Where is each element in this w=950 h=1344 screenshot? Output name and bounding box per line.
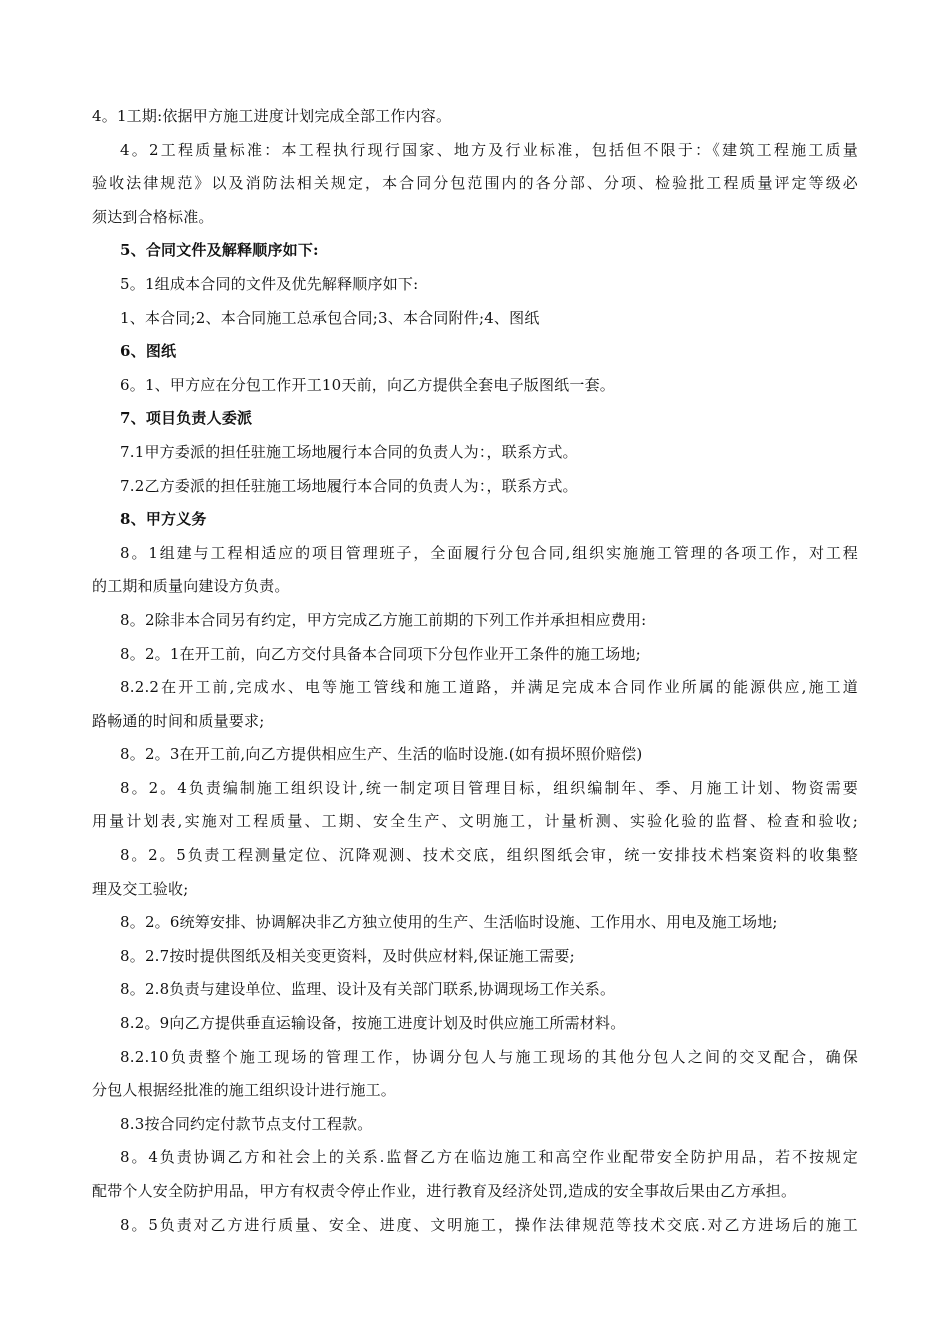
paragraph-line: 8。5负责对乙方进行质量、安全、进度、文明施工，操作法律规范等技术交底.对乙方进场后的施工 xyxy=(120,1215,858,1234)
section-heading: 8、甲方义务 xyxy=(120,510,207,529)
section-heading: 6、图纸 xyxy=(120,342,177,361)
paragraph-line: 8.2.2在开工前,完成水、电等施工管线和施工道路，并满足完成本合同作业所属的能源供应,施工道 xyxy=(120,678,858,697)
paragraph-line: 8。2。1在开工前，向乙方交付具备本合同项下分包作业开工条件的施工场地; xyxy=(120,644,641,663)
paragraph-line: 理及交工验收; xyxy=(92,879,189,898)
paragraph-line: 8。2除非本合同另有约定，甲方完成乙方施工前期的下列工作并承担相应费用: xyxy=(120,610,647,629)
paragraph-line: 4。1工期:依据甲方施工进度计划完成全部工作内容。 xyxy=(92,107,452,125)
paragraph-line: 7.1甲方委派的担任驻施工场地履行本合同的负责人为：，联系方式。 xyxy=(120,442,578,461)
paragraph-line: 8.2。9向乙方提供垂直运输设备，按施工进度计划及时供应施工所需材料。 xyxy=(120,1014,626,1033)
document-body xyxy=(92,100,858,1242)
paragraph-line: 分包人根据经批准的施工组织设计进行施工。 xyxy=(92,1081,397,1100)
paragraph-line: 8。2.7按时提供图纸及相关变更资料，及时供应材料,保证施工需要; xyxy=(120,946,575,965)
paragraph-line: 8.2.10负责整个施工现场的管理工作，协调分包人与施工现场的其他分包人之间的交叉配合，确保 xyxy=(120,1047,858,1066)
paragraph-line: 配带个人安全防护用品，甲方有权责令停止作业，进行教育及经济处罚,造成的安全事故后果由乙方承担。 xyxy=(92,1182,797,1200)
paragraph-line: 须达到合格标准。 xyxy=(92,207,214,226)
paragraph-line: 8。2。4负责编制施工组织设计,统一制定项目管理目标，组织编制年、季、月施工计划、物资需要 xyxy=(120,778,858,797)
paragraph-line: 8.3按合同约定付款节点支付工程款。 xyxy=(120,1114,373,1133)
paragraph-line: 用量计划表,实施对工程质量、工期、安全生产、文明施工，计量析测、实验化验的监督、检查和验收; xyxy=(92,812,858,831)
paragraph-line: 5。1组成本合同的文件及优先解释顺序如下: xyxy=(120,274,419,293)
paragraph-line: 1、本合同;2、本合同施工总承包合同;3、本合同附件;4、图纸 xyxy=(120,308,540,327)
section-heading: 7、项目负责人委派 xyxy=(120,409,253,428)
paragraph-line: 路畅通的时间和质量要求; xyxy=(92,711,265,730)
paragraph-line: 8。2。6统筹安排、协调解决非乙方独立使用的生产、生活临时设施、工作用水、用电及施工场地; xyxy=(120,913,778,932)
paragraph-line: 8。2.8负责与建设单位、监理、设计及有关部门联系,协调现场工作关系。 xyxy=(120,980,616,999)
paragraph-line: 6。1、甲方应在分包工作开工10天前，向乙方提供全套电子版图纸一套。 xyxy=(120,375,615,394)
paragraph-line: 8。1组建与工程相适应的项目管理班子，全面履行分包合同,组织实施施工管理的各项工作，对工程 xyxy=(120,543,858,562)
paragraph-line: 的工期和质量向建设方负责。 xyxy=(92,577,290,596)
paragraph-line: 7.2乙方委派的担任驻施工场地履行本合同的负责人为：，联系方式。 xyxy=(120,476,578,495)
paragraph-line: 验收法律规范》以及消防法相关规定，本合同分包范围内的各分部、分项、检验批工程质量评定等级必 xyxy=(92,174,858,193)
paragraph-line: 8。4负责协调乙方和社会上的关系.监督乙方在临边施工和高空作业配带安全防护用品，若不按规定 xyxy=(120,1148,858,1167)
paragraph-line: 8。2。3在开工前,向乙方提供相应生产、生活的临时设施.(如有损坏照价赔偿) xyxy=(120,745,643,764)
section-heading: 5、合同文件及解释顺序如下: xyxy=(120,241,319,260)
paragraph-line: 8。2。5负责工程测量定位、沉降观测、技术交底，组织图纸会审，统一安排技术档案资料的收集整 xyxy=(120,846,858,865)
paragraph-line: 4。2工程质量标准：本工程执行现行国家、地方及行业标准，包括但不限于：《建筑工程施工质量 xyxy=(120,140,858,159)
